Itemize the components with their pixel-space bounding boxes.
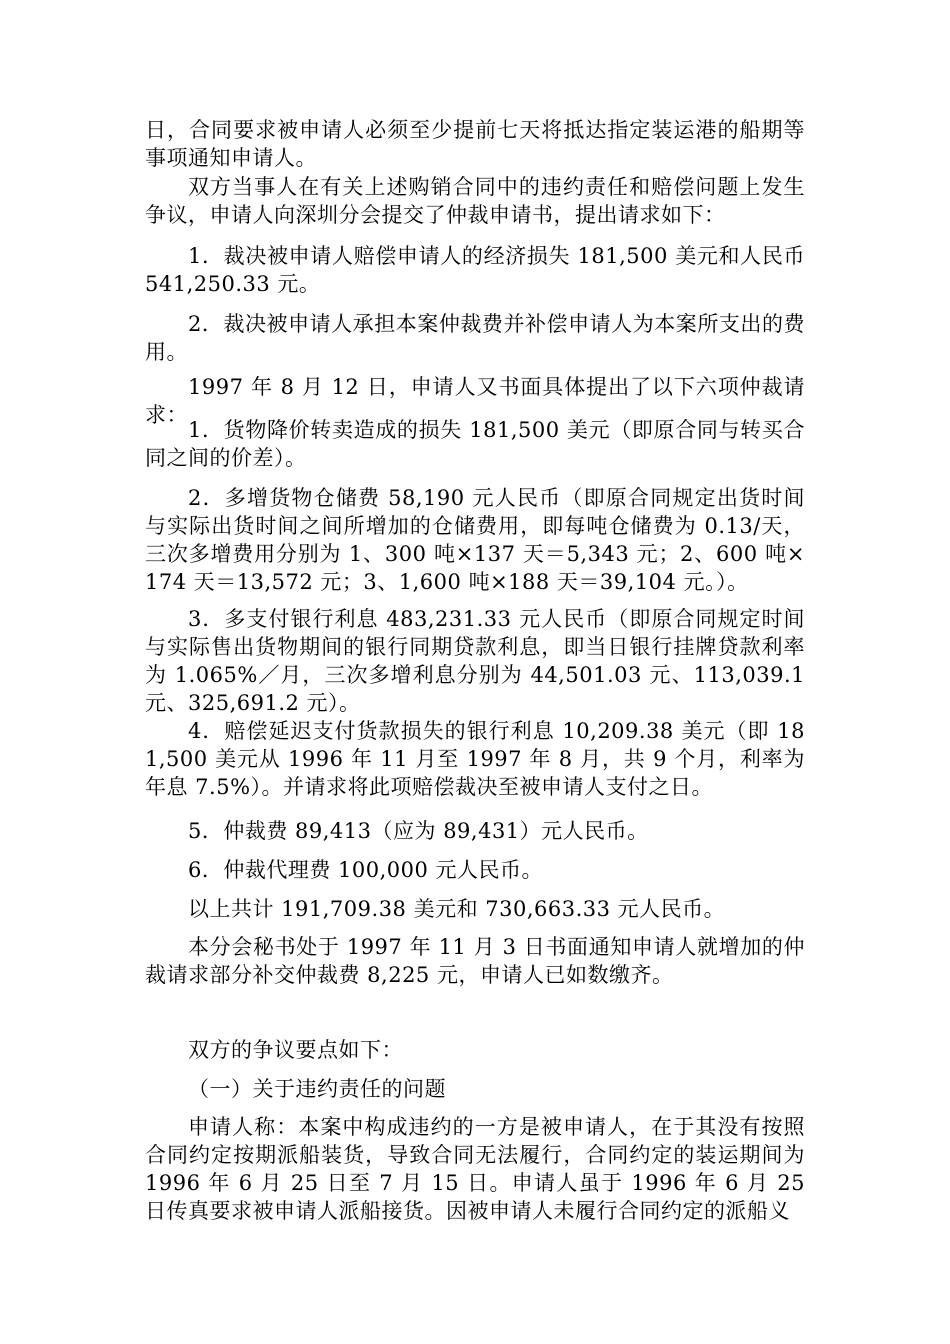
paragraph-request-2: 2．裁决被申请人承担本案仲裁费并补偿申请人为本案所支出的费用。	[145, 312, 805, 364]
section-heading-liability: （一）关于违约责任的问题	[188, 1077, 446, 1101]
paragraph-dispute-points: 双方的争议要点如下：	[188, 1038, 403, 1062]
paragraph-dispute-intro: 双方当事人在有关上述购销合同中的违约责任和赔偿问题上发生争议，申请人向深圳分会提交了仲裁申请书，提出请求如下：	[145, 175, 805, 227]
paragraph-claim-3: 3．多支付银行利息 483,231.33 元人民币（即原合同规定时间与实际售出货物期间的银行同期贷款利息，即当日银行挂牌贷款利率为 1.065%／月，三次多增利息分别为 44,501.03 元、113,039.1 元、325,691.2 元）。	[145, 607, 805, 715]
paragraph-claim-4: 4．赔偿延迟支付货款损失的银行利息 10,209.38 美元（即 181,500 美元从 1996 年 11 月至 1997 年 8 月，共 9 个月，利率为年息 7.5%）。并请求将此项赔偿裁决至被申请人支付之日。	[145, 719, 805, 799]
paragraph-notice-clause: 日，合同要求被申请人必须至少提前七天将抵达指定装运港的船期等事项通知申请人。	[145, 118, 805, 170]
paragraph-secretariat-notice: 本分会秘书处于 1997 年 11 月 3 日书面通知申请人就增加的仲裁请求部分补交仲裁费 8,225 元，申请人已如数缴齐。	[145, 935, 805, 987]
paragraph-total: 以上共计 191,709.38 美元和 730,663.33 元人民币。	[188, 897, 726, 921]
paragraph-supplementary-intro: 1997 年 8 月 12 日，申请人又书面具体提出了以下六项仲裁请求：	[145, 375, 805, 427]
paragraph-claim-1: 1．货物降价转卖造成的损失 181,500 美元（即原合同与转买合同之间的价差）。	[145, 418, 805, 470]
paragraph-claimant-statement: 申请人称：本案中构成违约的一方是被申请人，在于其没有按照合同约定按期派船装货，导致合同无法履行，合同约定的装运期间为 1996 年 6 月 25 日至 7 月 15 日。申请人虽于 1996 年 6 月 25 日传真要求被申请人派船接货。因被申请人未履行合同约定的派船义	[145, 1115, 805, 1223]
paragraph-claim-5: 5．仲裁费 89,413（应为 89,431）元人民币。	[188, 819, 649, 843]
paragraph-request-1: 1．裁决被申请人赔偿申请人的经济损失 181,500 美元和人民币 541,250.33 元。	[145, 244, 805, 296]
paragraph-claim-6: 6．仲裁代理费 100,000 元人民币。	[188, 858, 544, 882]
paragraph-claim-2: 2．多增货物仓储费 58,190 元人民币（即原合同规定出货时间与实际出货时间之间所增加的仓储费用，即每吨仓储费为 0.13/天，三次多增费用分别为 1、300 吨×137 天＝5,343 元；2、600 吨×174 天＝13,572 元；3、1,600 吨×188 天＝39,104 元。）。	[145, 486, 805, 594]
